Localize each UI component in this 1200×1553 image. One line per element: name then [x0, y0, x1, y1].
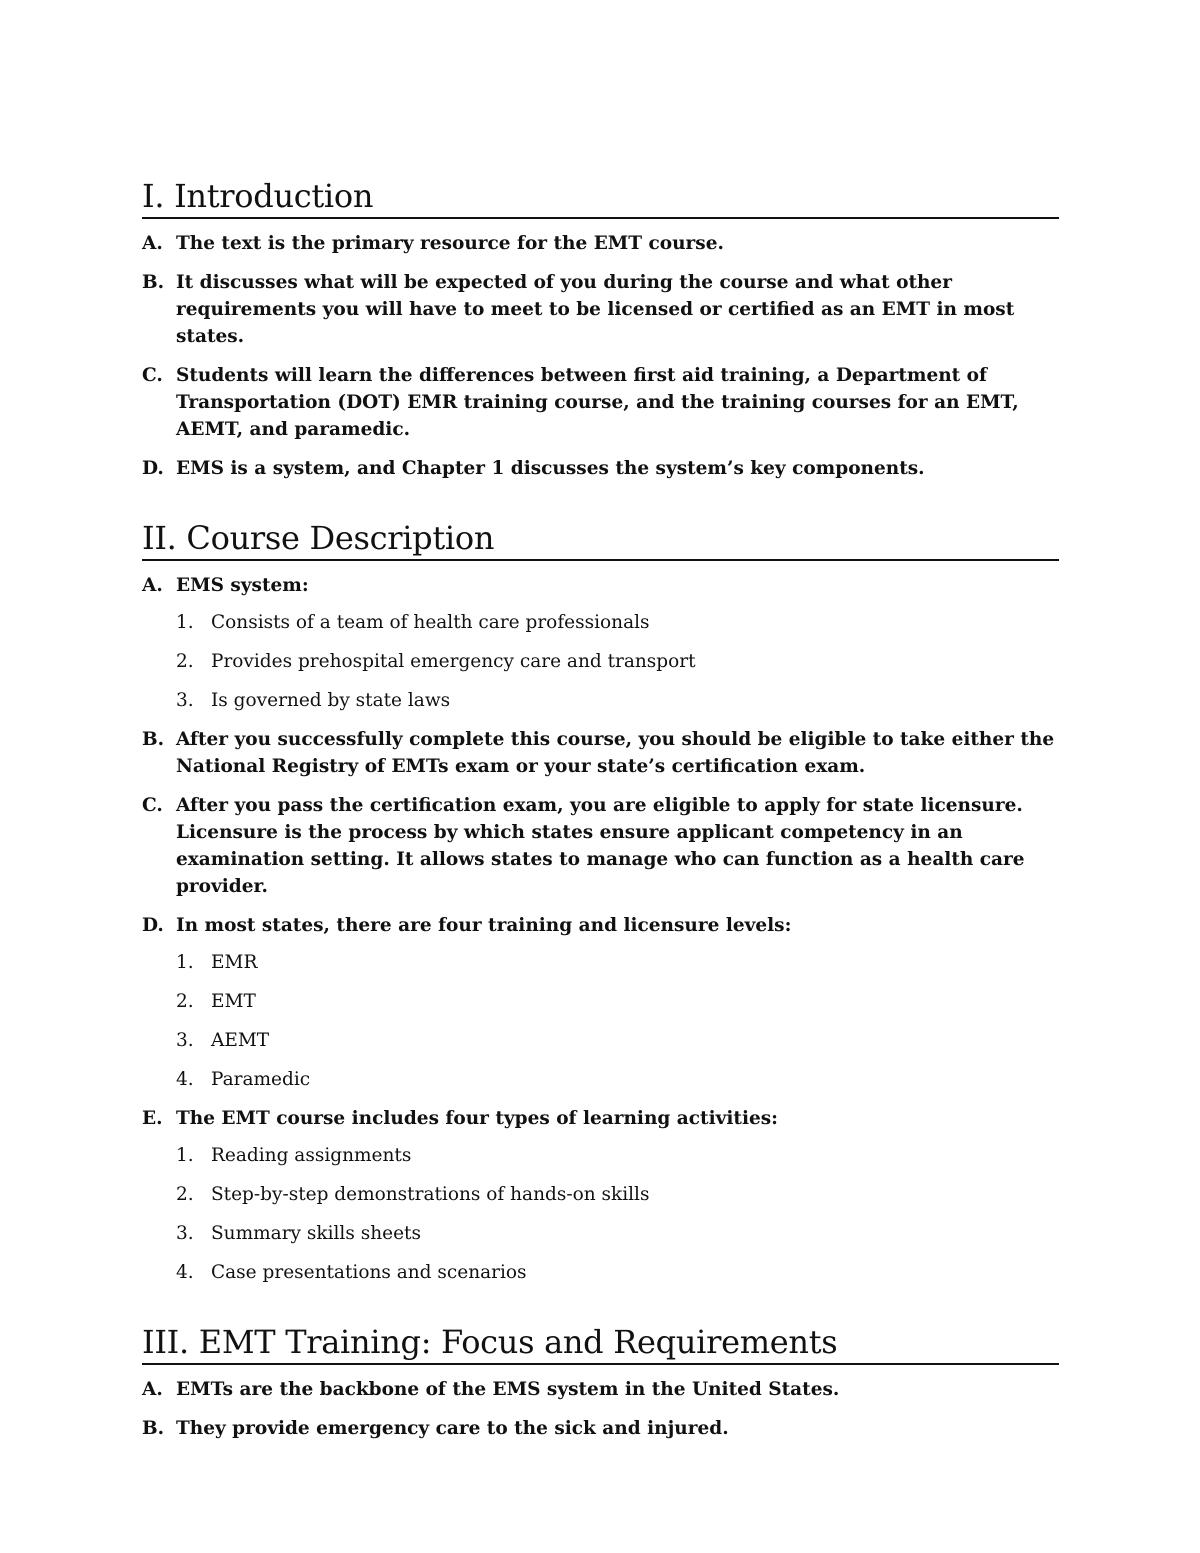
- sub-list: [176, 1142, 1059, 1286]
- sub-item-number: 1.: [176, 612, 194, 633]
- item-letter: A.: [142, 233, 163, 254]
- section-heading: I. Introduction: [142, 176, 1059, 219]
- sub-item: [176, 1259, 1059, 1286]
- outline-item: [142, 269, 1059, 350]
- item-letter: A.: [142, 1379, 163, 1400]
- outline-list: [142, 572, 1059, 1286]
- sub-item-text: Summary skills sheets: [211, 1223, 421, 1244]
- sub-item-text: Is governed by state laws: [211, 690, 451, 711]
- sub-item-text: Paramedic: [211, 1069, 311, 1090]
- sub-item-text: AEMT: [211, 1030, 270, 1051]
- outline-list: [142, 230, 1059, 482]
- sub-item: [176, 1066, 1059, 1093]
- sub-item-number: 3.: [176, 690, 194, 711]
- sub-item-text: EMR: [211, 952, 258, 973]
- outline-item: [142, 1105, 1059, 1286]
- sub-list: [176, 609, 1059, 714]
- outline-item: [142, 1415, 1059, 1442]
- sub-item-text: Step-by-step demonstrations of hands-on skills: [211, 1184, 650, 1205]
- item-letter: B.: [142, 1418, 165, 1439]
- sub-item: [176, 1181, 1059, 1208]
- item-text: In most states, there are four training and licensure levels:: [176, 915, 792, 936]
- item-text: Students will learn the differences between first aid training, a Department of Transportation (DOT) EMR training course, and the training courses for an EMT, AEMT, and paramedic.: [176, 365, 1019, 440]
- item-text: After you successfully complete this course, you should be eligible to take either the National Registry of EMTs exam or your state’s certification exam.: [176, 729, 1055, 777]
- outline-item: [142, 455, 1059, 482]
- document-page: [142, 176, 1059, 1454]
- item-letter: D.: [142, 458, 164, 479]
- item-text: EMS system:: [176, 575, 309, 596]
- sub-item: [176, 1027, 1059, 1054]
- item-text: EMS is a system, and Chapter 1 discusses the system’s key components.: [176, 458, 925, 479]
- sub-item: [176, 988, 1059, 1015]
- item-letter: D.: [142, 915, 164, 936]
- outline-item: [142, 726, 1059, 780]
- outline-list: [142, 1376, 1059, 1442]
- sub-item-text: Consists of a team of health care professionals: [211, 612, 650, 633]
- sub-item-number: 4.: [176, 1069, 194, 1090]
- sub-item: [176, 1220, 1059, 1247]
- outline-item: [142, 572, 1059, 714]
- section-heading: II. Course Description: [142, 518, 1059, 561]
- sub-item-text: Case presentations and scenarios: [211, 1262, 527, 1283]
- sub-item: [176, 609, 1059, 636]
- sub-item: [176, 949, 1059, 976]
- sub-item-number: 3.: [176, 1030, 194, 1051]
- sub-item-number: 4.: [176, 1262, 194, 1283]
- outline-item: [142, 230, 1059, 257]
- item-letter: B.: [142, 272, 165, 293]
- sub-item-number: 1.: [176, 1145, 194, 1166]
- sub-item-number: 2.: [176, 991, 194, 1012]
- sub-list: [176, 949, 1059, 1093]
- sub-item-number: 1.: [176, 952, 194, 973]
- outline-item: [142, 792, 1059, 900]
- item-letter: C.: [142, 365, 163, 386]
- sub-item-text: Reading assignments: [211, 1145, 412, 1166]
- item-text: It discusses what will be expected of you during the course and what other requirements you will have to meet to be licensed or certified as an EMT in most states.: [176, 272, 1015, 347]
- item-letter: B.: [142, 729, 165, 750]
- item-letter: C.: [142, 795, 163, 816]
- sub-item-number: 2.: [176, 1184, 194, 1205]
- item-letter: A.: [142, 575, 163, 596]
- section-emt-training: [142, 1322, 1059, 1442]
- sub-item-number: 2.: [176, 651, 194, 672]
- sub-item-text: Provides prehospital emergency care and transport: [211, 651, 696, 672]
- item-text: After you pass the certification exam, you are eligible to apply for state licensure. Licensure is the process by which states ensure applicant competency in an examination setting. It allows states to manage who can function as a health care provider.: [176, 795, 1025, 897]
- section-heading: III. EMT Training: Focus and Requirements: [142, 1322, 1059, 1365]
- item-letter: E.: [142, 1108, 163, 1129]
- outline-item: [142, 362, 1059, 443]
- sub-item: [176, 1142, 1059, 1169]
- sub-item-text: EMT: [211, 991, 256, 1012]
- section-introduction: [142, 176, 1059, 482]
- item-text: The EMT course includes four types of learning activities:: [176, 1108, 778, 1129]
- sub-item: [176, 687, 1059, 714]
- item-text: The text is the primary resource for the EMT course.: [176, 233, 724, 254]
- item-text: They provide emergency care to the sick and injured.: [176, 1418, 729, 1439]
- sub-item-number: 3.: [176, 1223, 194, 1244]
- item-text: EMTs are the backbone of the EMS system in the United States.: [176, 1379, 840, 1400]
- section-course-description: [142, 518, 1059, 1286]
- sub-item: [176, 648, 1059, 675]
- outline-item: [142, 912, 1059, 1093]
- outline-item: [142, 1376, 1059, 1403]
